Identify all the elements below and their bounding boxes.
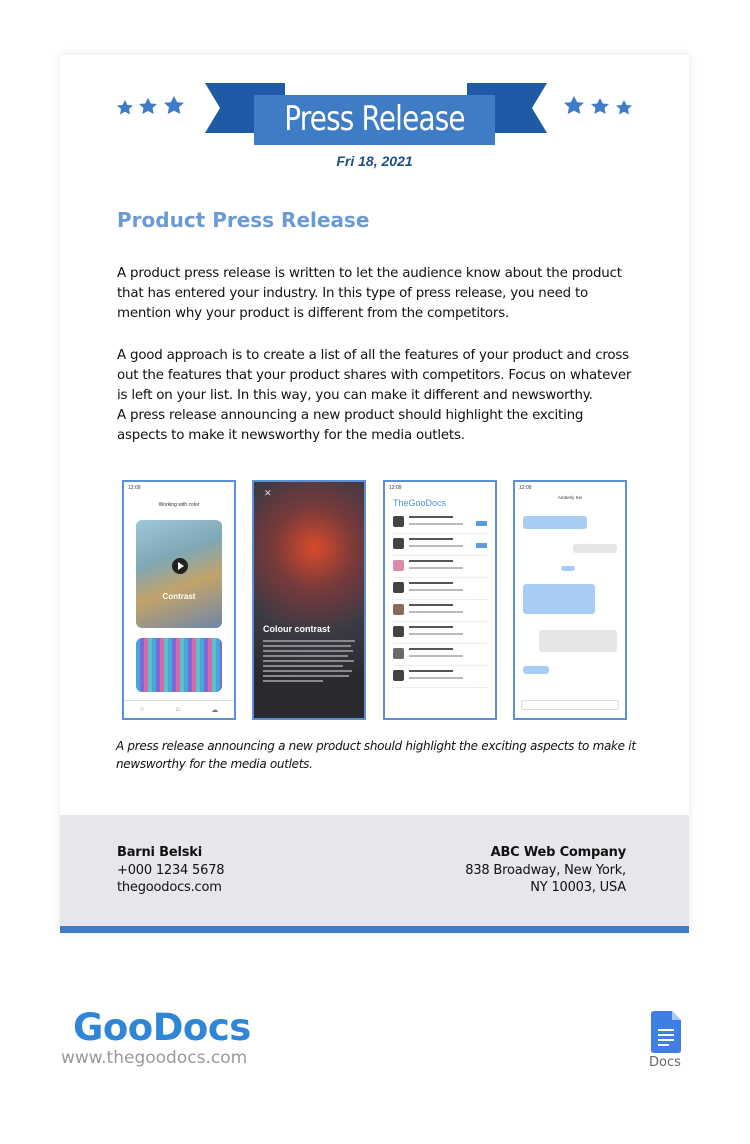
screen-title: Colour contrast [263, 624, 331, 634]
list-item [391, 534, 489, 556]
list-item [391, 622, 489, 644]
bottom-nav [124, 700, 234, 718]
list-item [391, 556, 489, 578]
home-icon: ⌂ [175, 706, 180, 713]
gradient-card [136, 638, 222, 692]
app-screenshots [122, 480, 628, 720]
google-docs-icon [651, 1011, 681, 1053]
phone-screenshot-color [122, 480, 236, 720]
message-bubble [561, 566, 575, 571]
screen-title: Working with color [158, 502, 200, 508]
message-bubble [523, 516, 587, 529]
message-bubble [573, 544, 617, 553]
status-time: 12:09 [389, 485, 402, 491]
paragraph-intro: A product press release is written to let the audience know about the product that has entered your industry. In this type of press release, you need to mention why your product is different from the competitors. [117, 266, 622, 322]
list-item [391, 512, 489, 534]
play-icon [172, 558, 188, 574]
body-lines [263, 640, 355, 685]
message-bubble [523, 584, 595, 614]
list-item [391, 600, 489, 622]
message-input [521, 700, 619, 710]
contrast-card [136, 520, 222, 628]
press-release-document [60, 55, 689, 933]
paragraph-approach: A good approach is to create a list of all the features of your product and cross out the features that your product shares with competitors. Focus on whatever is left on your list. In this way, you can make it different and newsworthy. [117, 348, 632, 404]
footer-contacts [60, 815, 689, 926]
company-name: ABC Web Company [490, 845, 626, 860]
card-title: Contrast [162, 592, 196, 601]
phone-screenshot-conversation [513, 480, 627, 720]
release-date: Fri 18, 2021 [336, 153, 413, 169]
company-address-line2: NY 10003, USA [530, 880, 626, 895]
website-url: www.thegoodocs.com [61, 1048, 248, 1068]
contact-name: Amberly Kei [557, 495, 583, 500]
company-address-line1: 838 Broadway, New York, [465, 862, 626, 878]
title-banner [60, 83, 689, 153]
phone-screenshot-chats [383, 480, 497, 720]
list-item [391, 578, 489, 600]
author-phone: +000 1234 5678 [117, 862, 225, 878]
message-bubble [539, 630, 617, 652]
section-heading: Product Press Release [117, 208, 370, 232]
app-logo: TheGooDocs [393, 498, 447, 508]
banner-title: Press Release [284, 99, 465, 139]
cloud-icon: ☁ [211, 706, 219, 714]
chat-icon: ○ [139, 706, 144, 713]
footer-accent-bar [60, 926, 689, 933]
message-bubble [523, 666, 549, 674]
goodocs-logo: GooDocs [73, 1006, 251, 1049]
paragraph-highlight: A press release announcing a new product should highlight the exciting aspects to make it newsworthy for the media outlets. [117, 408, 584, 444]
company-contact [465, 844, 626, 897]
status-time: 12:09 [128, 485, 141, 491]
docs-label: Docs [649, 1055, 681, 1070]
status-time: 12:09 [519, 485, 532, 491]
author-site: thegoodocs.com [117, 880, 222, 895]
image-caption: A press release announcing a new product should highlight the exciting aspects to make it newsworthy for the media outlets. [116, 739, 636, 771]
phone-screenshot-contrast [252, 480, 366, 720]
author-name: Barni Belski [117, 845, 202, 860]
list-item [391, 644, 489, 666]
list-item [391, 666, 489, 688]
author-contact [117, 844, 224, 897]
close-icon: ✕ [264, 488, 272, 498]
